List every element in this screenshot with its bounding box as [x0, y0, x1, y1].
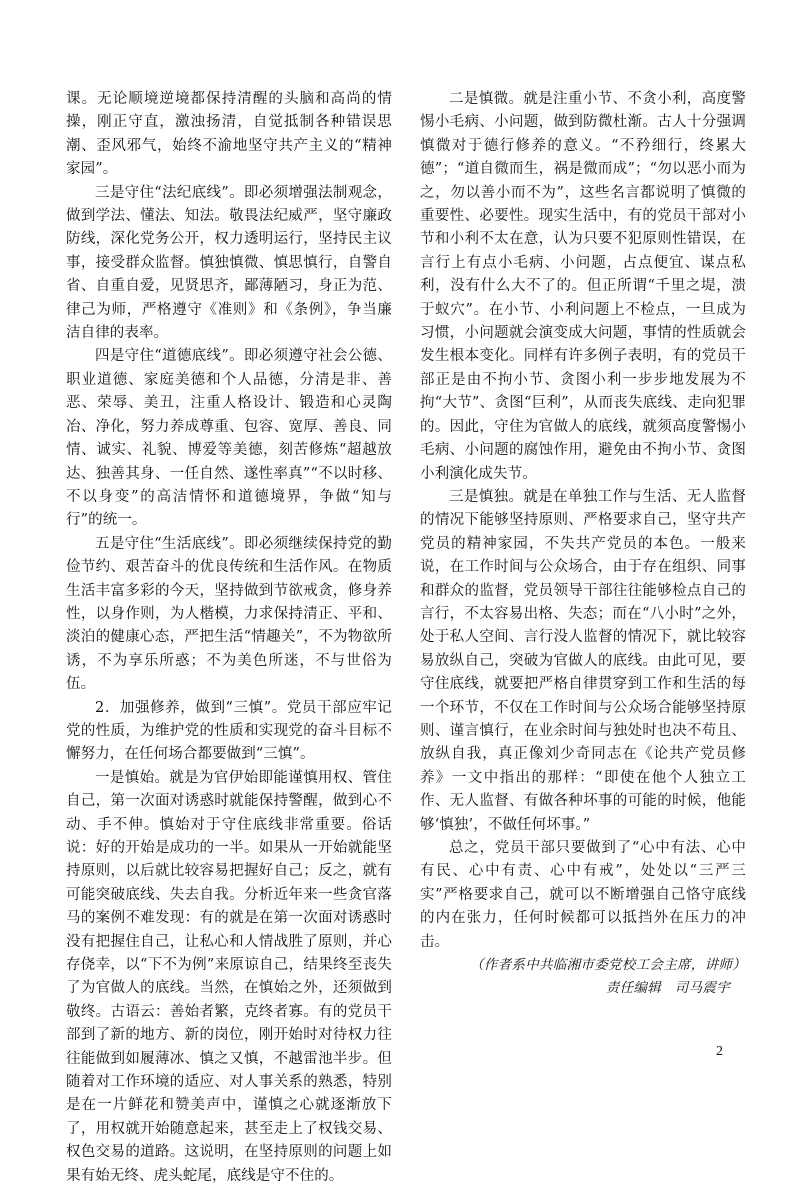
right-text-column [420, 88, 746, 1001]
paragraph: 课。无论顺境逆境都保持清醒的头脑和高尚的情操，刚正守直，激浊扬清，自觉抵制各种错误思潮、歪风邪气，始终不渝地坚守共产主义的“精神家园”。 [66, 91, 392, 178]
paragraph: 四是守住“道德底线”。即必须遵守社会公德、职业道德、家庭美德和个人品德，分清是非、善恶、荣辱、美丑，注重人格设计、锻造和心灵陶冶、净化，努力养成尊重、包容、宽厚、善良、同情、诚实、礼貌、博爱等美德，刻苦修炼“超越放达、独善其身、一任自然、遂性率真”“不以时移、不以身变”的高洁情怀和道德境界，争做“知与行”的统一。 [66, 348, 392, 529]
left-text-column [66, 88, 392, 1188]
paragraph: 总之，党员干部只要做到了“心中有法、心中有民、心中有责、心中有戒”，处处以“三严三实”严格要求自己，就可以不断增强自己恪守底线的内在张力，任何时候都可以抵挡外在压力的冲击。 [420, 840, 746, 950]
responsible-editor: 责任编辑 司马震宇 [605, 980, 730, 997]
paragraph: 二是慎微。就是注重小节、不贪小利，高度警惕小毛病、小问题，做到防微杜渐。古人十分强调慎微对于德行修养的意义。“不矜细行，终累大德”；“道自微而生，祸是微而成”；“勿以恶小而为之，勿以善小而不为”，这些名言都说明了慎微的重要性、必要性。现实生活中，有的党员干部对小节和小利不太在意，认为只要不犯原则性错误，在言行上有点小毛病、小问题，占点便宜、谋点私利，没有什么大不了的。但正所谓“千里之堤，溃于蚁穴”。在小节、小利问题上不检点，一旦成为习惯，小问题就会演变成大问题，事情的性质就会发生根本变化。同样有许多例子表明，有的党员干部正是由不拘小节、贪图小利一步步地发展为不拘“大节”、贪图“巨利”，从而丧失底线、走向犯罪的。因此，守住为官做人的底线，就须高度警惕小毛病、小问题的腐蚀作用，避免由不拘小节、贪图小利演化成失节。 [420, 91, 746, 482]
paragraph: 五是守住“生活底线”。即必须继续保持党的勤俭节约、艰苦奋斗的优良传统和生活作风。在物质生活丰富多彩的今天，坚持做到节欲戒贪，修身养性，以身作则，为人楷模，力求保持清正、平和、淡泊的健康心态，严把生活“情趣关”，不为物欲所诱，不为享乐所惑；不为美色所迷，不与世俗为伍。 [66, 535, 392, 693]
paragraph: 三是慎独。就是在单独工作与生活、无人监督的情况下能够坚持原则、严格要求自己，坚守共产党员的精神家园，不失共产党员的本色。一般来说，在工作时间与公众场合，由于存在组织、同事和群众的监督，党员领导干部往往能够检点自己的言行，不太容易出格、失态；而在“八小时”之外，处于私人空间、言行没人监督的情况下，就比较容易放纵自己，突破为官做人的底线。由此可见，要守住底线，就要把严格自律贯穿到工作和生活的每一个环节，不仅在工作时间与公众场合能够坚持原则、谨言慎行，在业余时间与独处时也决不苟且、放纵自我，真正像刘少奇同志在《论共产党员修养》一文中指出的那样：“即使在他个人独立工作、无人监督、有做各种坏事的可能的时候，他能够‘慎独’，不做任何坏事。” [420, 488, 746, 833]
paragraph: 一是慎始。就是为官伊始即能谨慎用权、管住自己，第一次面对诱惑时就能保持警醒，做到心不动、手不伸。慎始对于守住底线非常重要。俗话说：好的开始是成功的一半。如果从一开始就能坚持原则，以后就比较容易把握好自己；反之，就有可能突破底线、失去自我。分析近年来一些贪官落马的案例不难发现：有的就是在第一次面对诱惑时没有把握住自己，让私心和人情战胜了原则，并心存侥幸，以“下不为例”来原谅自己，结果终至丧失了为官做人的底线。当然，在慎始之外，还须做到敬终。古语云：善始者繁，克终者寡。有的党员干部到了新的地方、新的岗位，刚开始时对待权力往往能做到如履薄冰、慎之又慎，不越雷池半步。但随着对工作环境的适应、对人事关系的熟悉，特别是在一片鲜花和赞美声中，谨慎之心就逐渐放下了，用权就开始随意起来，甚至走上了权钱交易、权色交易的道路。这说明，在坚持原则的问题上如果有始无终、虎头蛇尾，底线是守不住的。 [66, 769, 392, 1184]
author-byline: （作者系中共临湘市委党校工会主席，讲师） [470, 957, 746, 974]
page-number: 2 [716, 1044, 723, 1059]
paragraph: 三是守住“法纪底线”。即必须增强法制观念，做到学法、懂法、知法。敬畏法纪威严，坚守廉政防线，深化党务公开，权力透明运行，坚持民主议事，接受群众监督。慎独慎微、慎思慎行，自警自省、自重自爱，见贤思齐，鄙薄陋习，身正为范、律己为师，严格遵守《准则》和《条例》，争当廉洁自律的表率。 [66, 184, 392, 342]
section-heading-paragraph: 2．加强修养，做到“三慎”。党员干部应牢记党的性质，为维护党的性质和实现党的奋斗目标不懈努力，在任何场合都要做到“三慎”。 [66, 699, 392, 763]
